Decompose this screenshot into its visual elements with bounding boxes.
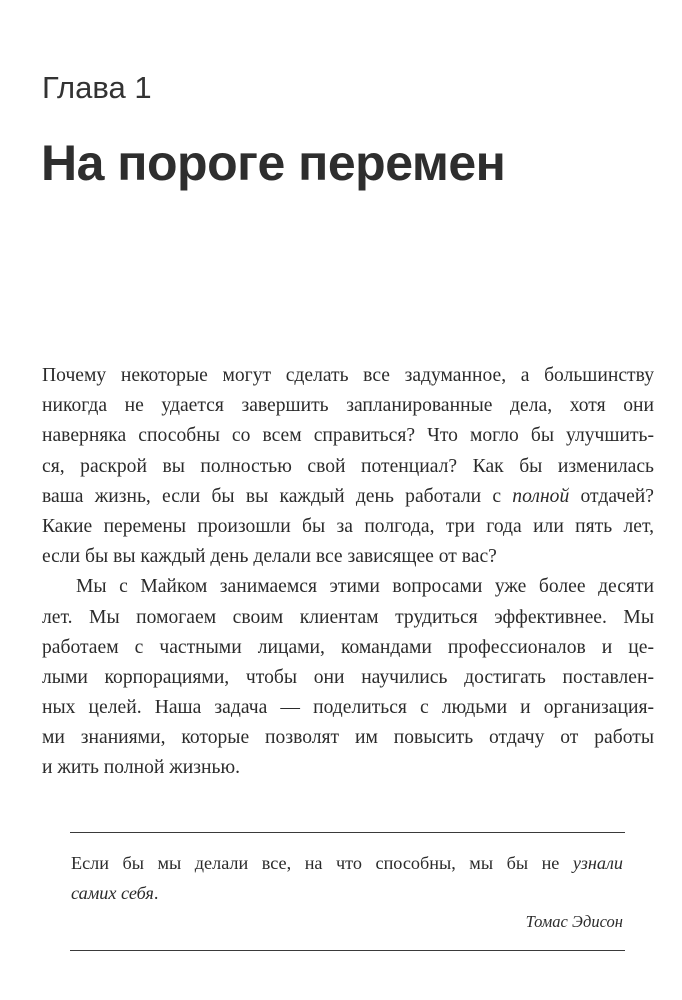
epigraph-emphasis: узнали	[572, 853, 623, 873]
epigraph-fragment: .	[153, 883, 159, 903]
epigraph-top-divider	[70, 832, 625, 833]
chapter-number: Глава 1	[42, 70, 152, 105]
text-line: если бы вы каждый день делали все зависящее от вас?	[42, 546, 497, 568]
text-line: и жить полной жизнью.	[42, 757, 240, 779]
paragraph-2	[42, 572, 654, 783]
epigraph-line	[71, 848, 623, 878]
text-fragment: ваша жизнь, если бы вы каждый день работали с	[42, 485, 502, 507]
text-line: работаем с частными лицами, командами профессионалов и це-	[42, 636, 654, 658]
epigraph-block	[70, 832, 625, 931]
text-line: никогда не удается завершить запланированные дела, хотя они	[42, 395, 654, 417]
body-text	[42, 361, 654, 784]
text-line: лыми корпорациями, чтобы они научились достигать поставлен-	[42, 666, 654, 688]
epigraph-line	[71, 878, 623, 908]
text-line: Почему некоторые могут сделать все задуманное, а большинству	[42, 365, 654, 386]
text-line: лет. Мы помогаем своим клиентам трудиться эффективнее. Мы	[42, 606, 654, 628]
text-line: Какие перемены произошли бы за полгода, три года или пять лет,	[42, 515, 654, 537]
paragraph-1	[42, 361, 654, 572]
text-line: ми знаниями, которые позволят им повысить отдачу от работы	[42, 727, 654, 749]
text-line: Мы с Майком занимаемся этими вопросами уже более десяти	[76, 576, 654, 598]
emphasized-word: полной	[512, 485, 570, 507]
text-line: наверняка способны со всем справиться? Что могло бы улучшить-	[42, 425, 654, 447]
epigraph-author: Томас Эдисон	[525, 912, 623, 931]
epigraph-fragment: Если бы мы делали все, на что способны, мы бы не	[71, 853, 560, 873]
epigraph-bottom-divider	[70, 950, 625, 951]
text-line	[42, 482, 654, 512]
text-fragment: отдачей?	[580, 485, 654, 507]
chapter-title: На пороге перемен	[41, 135, 506, 191]
text-line: ся, раскрой вы полностью свой потенциал? Как бы изменилась	[42, 455, 654, 477]
epigraph-quote	[71, 848, 623, 908]
text-line: ных целей. Наша задача — поделиться с людьми и организация-	[42, 697, 654, 719]
epigraph-emphasis: самих себя	[71, 883, 154, 903]
